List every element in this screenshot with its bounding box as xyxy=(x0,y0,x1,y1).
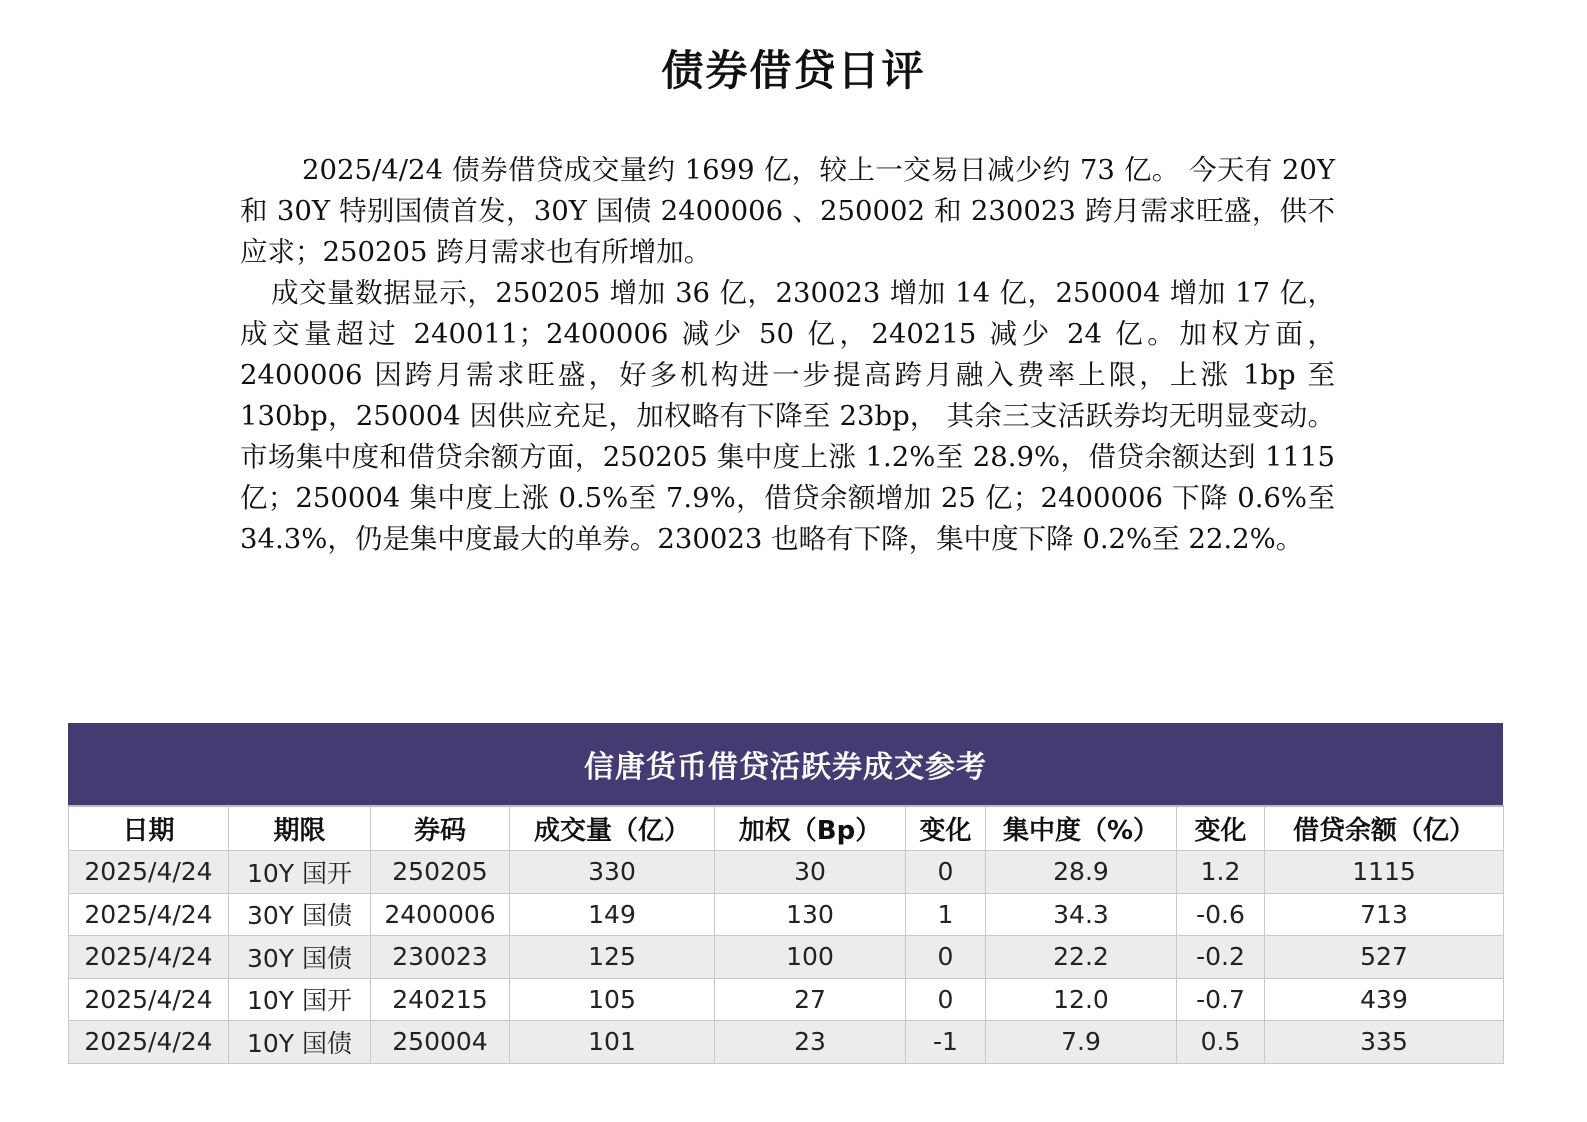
header-weighted-rate: 加权（Bp） xyxy=(715,806,906,851)
commentary-body xyxy=(240,150,1335,560)
cell-weighted-rate: 130 xyxy=(715,893,906,936)
cell-concentration: 34.3 xyxy=(986,893,1177,936)
header-tenor: 期限 xyxy=(229,806,371,851)
header-concentration-change: 变化 xyxy=(1177,806,1265,851)
cell-volume: 149 xyxy=(510,893,715,936)
cell-concentration-change: 0.5 xyxy=(1177,1021,1265,1064)
cell-rate-change: -1 xyxy=(906,1021,986,1064)
table-row xyxy=(69,893,1504,936)
active-bonds-table xyxy=(68,805,1504,1064)
header-rate-change: 变化 xyxy=(906,806,986,851)
cell-volume: 125 xyxy=(510,936,715,979)
table-row xyxy=(69,851,1504,894)
cell-bond-code: 240215 xyxy=(371,978,510,1021)
cell-concentration: 22.2 xyxy=(986,936,1177,979)
header-bond-code: 券码 xyxy=(371,806,510,851)
cell-weighted-rate: 100 xyxy=(715,936,906,979)
cell-rate-change: 1 xyxy=(906,893,986,936)
cell-volume: 330 xyxy=(510,851,715,894)
cell-concentration-change: -0.6 xyxy=(1177,893,1265,936)
table-banner-title: 信唐货币借贷活跃券成交参考 xyxy=(68,723,1503,805)
cell-concentration-change: -0.2 xyxy=(1177,936,1265,979)
table-row xyxy=(69,1021,1504,1064)
cell-tenor: 10Y 国债 xyxy=(229,1021,371,1064)
cell-concentration: 7.9 xyxy=(986,1021,1177,1064)
cell-date: 2025/4/24 xyxy=(69,978,229,1021)
cell-concentration-change: -0.7 xyxy=(1177,978,1265,1021)
cell-tenor: 10Y 国开 xyxy=(229,978,371,1021)
cell-volume: 101 xyxy=(510,1021,715,1064)
cell-weighted-rate: 23 xyxy=(715,1021,906,1064)
header-concentration: 集中度（%） xyxy=(986,806,1177,851)
cell-lending-balance: 335 xyxy=(1265,1021,1504,1064)
cell-rate-change: 0 xyxy=(906,936,986,979)
cell-lending-balance: 527 xyxy=(1265,936,1504,979)
paragraph-summary: 2025/4/24 债券借贷成交量约 1699 亿，较上一交易日减少约 73 亿。 今天有 20Y 和 30Y 特别国债首发，30Y 国债 2400006 、250002 和 230023 跨月需求旺盛，供不应求；250205 跨月需求也有所增加。 xyxy=(240,154,1335,268)
cell-bond-code: 2400006 xyxy=(371,893,510,936)
cell-date: 2025/4/24 xyxy=(69,1021,229,1064)
cell-tenor: 30Y 国债 xyxy=(229,936,371,979)
cell-tenor: 30Y 国债 xyxy=(229,893,371,936)
cell-date: 2025/4/24 xyxy=(69,936,229,979)
header-lending-balance: 借贷余额（亿） xyxy=(1265,806,1504,851)
cell-date: 2025/4/24 xyxy=(69,851,229,894)
header-volume: 成交量（亿） xyxy=(510,806,715,851)
table-row xyxy=(69,936,1504,979)
cell-volume: 105 xyxy=(510,978,715,1021)
cell-bond-code: 250004 xyxy=(371,1021,510,1064)
cell-bond-code: 230023 xyxy=(371,936,510,979)
cell-concentration-change: 1.2 xyxy=(1177,851,1265,894)
cell-lending-balance: 439 xyxy=(1265,978,1504,1021)
cell-tenor: 10Y 国开 xyxy=(229,851,371,894)
cell-concentration: 28.9 xyxy=(986,851,1177,894)
cell-rate-change: 0 xyxy=(906,978,986,1021)
cell-weighted-rate: 30 xyxy=(715,851,906,894)
cell-bond-code: 250205 xyxy=(371,851,510,894)
cell-lending-balance: 713 xyxy=(1265,893,1504,936)
cell-weighted-rate: 27 xyxy=(715,978,906,1021)
active-bonds-table-section xyxy=(68,723,1503,1064)
cell-date: 2025/4/24 xyxy=(69,893,229,936)
cell-rate-change: 0 xyxy=(906,851,986,894)
paragraph-details: 成交量数据显示，250205 增加 36 亿，230023 增加 14 亿，250004 增加 17 亿，成交量超过 240011；2400006 减少 50 亿，240215 减少 24 亿。加权方面，2400006 因跨月需求旺盛，好多机构进一步提高跨月融入费率上限，上涨 1bp 至 130bp，250004 因供应充足，加权略有下降至 23bp， 其余三支活跃券均无明显变动。市场集中度和借贷余额方面，250205 集中度上涨 1.2%至 28.9%，借贷余额达到 1115 亿；250004 集中度上涨 0.5%至 7.9%，借贷余额增加 25 亿；2400006 下降 0.6%至 34.3%，仍是集中度最大的单券。230023 也略有下降，集中度下降 0.2%至 22.2%。 xyxy=(240,277,1335,555)
cell-concentration: 12.0 xyxy=(986,978,1177,1021)
header-date: 日期 xyxy=(69,806,229,851)
cell-lending-balance: 1115 xyxy=(1265,851,1504,894)
table-row xyxy=(69,978,1504,1021)
table-header-row xyxy=(69,806,1504,851)
page-title: 债券借贷日评 xyxy=(661,46,926,95)
